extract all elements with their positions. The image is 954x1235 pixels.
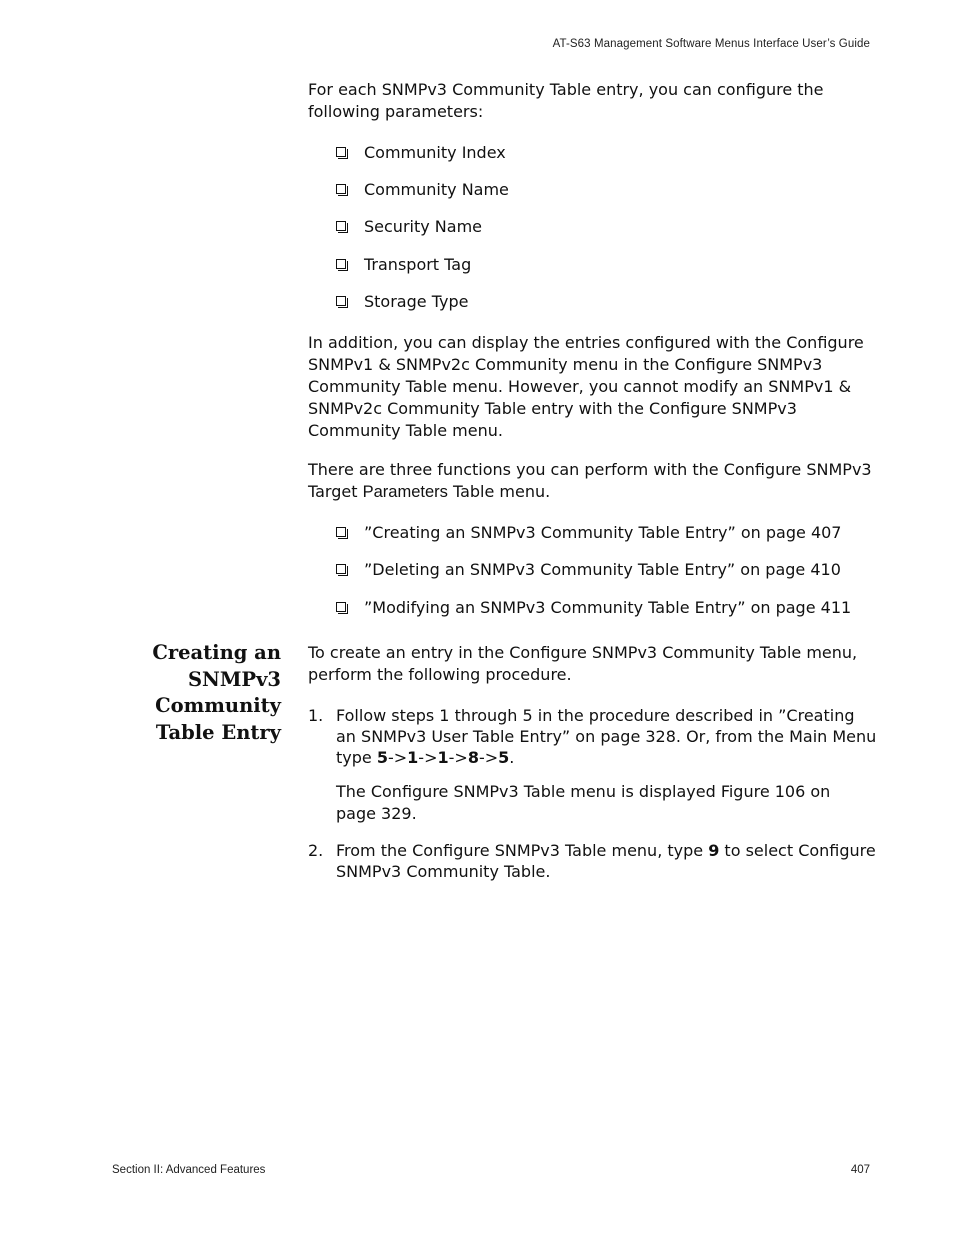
step-text-part: Follow steps 1 through 5 in the procedure described in ”Creating an SNMPv3 User Table Entry” on page 328. Or, from the Main Menu type: [336, 706, 877, 767]
checkbox-bullet-icon: [336, 296, 346, 306]
addition-text: In addition, you can display the entries configured with the Configure SNMPv1 & SNMPv2c Community menu in the Configure SNMPv3 Community Table menu. However, you cannot modify an SNMPv1 & SNMPv2c Community Table entry with the Configure SNMPv3 Community Table menu.: [308, 333, 864, 440]
step-text: [336, 705, 878, 768]
section-intro-paragraph: [308, 642, 878, 686]
list-item: [336, 216, 509, 238]
checkbox-bullet-icon: [336, 527, 346, 537]
list-item-label: Community Index: [364, 143, 506, 162]
checkbox-bullet-icon: [336, 259, 346, 269]
parameter-list: [336, 142, 509, 313]
list-item: [336, 179, 509, 201]
intro-text: For each SNMPv3 Community Table entry, you can configure the following parameters:: [308, 80, 824, 121]
function-link[interactable]: ”Creating an SNMPv3 Community Table Entry” on page 407: [364, 523, 842, 542]
list-item-label: Security Name: [364, 217, 482, 236]
menu-arrow: ->: [478, 748, 499, 767]
addition-paragraph: [308, 332, 878, 442]
list-item-label: Storage Type: [364, 292, 469, 311]
step-text-part: From the Configure SNMPv3 Table menu, type: [336, 841, 709, 860]
step-text: [336, 840, 878, 882]
functions-intro-part: Table menu.: [447, 482, 551, 501]
menu-key: 5: [498, 748, 510, 767]
section-heading-line: SNMPv3: [187, 667, 281, 691]
menu-key: 1: [437, 748, 449, 767]
list-item-label: Community Name: [364, 180, 509, 199]
step-text-part: to select Configure SNMPv3 Community Table.: [336, 841, 876, 881]
functions-intro-part: Parameters: [362, 483, 448, 501]
functions-intro-text: [308, 459, 878, 503]
procedure-steps: [308, 705, 878, 882]
section-heading-line: Table Entry: [155, 720, 281, 744]
menu-key: 1: [407, 748, 419, 767]
menu-arrow: ->: [387, 748, 408, 767]
section-heading-line: Community: [155, 694, 281, 717]
list-item: [336, 597, 851, 619]
menu-key: 5: [376, 748, 388, 767]
section-heading: [101, 640, 281, 746]
page-number: 407: [850, 1164, 870, 1176]
list-item-label: Transport Tag: [364, 255, 472, 274]
section-heading-line: Creating an: [152, 641, 281, 664]
list-item: [336, 522, 851, 544]
procedure-step: [308, 705, 878, 825]
functions-intro-paragraph: [308, 459, 878, 503]
functions-intro-part: There are three functions you can perform with the Configure SNMPv3 Target: [308, 460, 872, 501]
menu-arrow: ->: [448, 748, 468, 767]
footer-section: Section II: Advanced Features: [112, 1164, 266, 1176]
step-note: The Configure SNMPv3 Table menu is displayed Figure 106 on page 329.: [336, 782, 831, 823]
step-number: 1.: [308, 706, 324, 725]
menu-key: 8: [467, 748, 479, 767]
function-link[interactable]: ”Modifying an SNMPv3 Community Table Entry” on page 411: [364, 598, 852, 617]
function-list: [336, 522, 851, 619]
list-item: [336, 559, 851, 581]
intro-paragraph: [308, 79, 878, 123]
checkbox-bullet-icon: [336, 147, 346, 157]
function-link[interactable]: ”Deleting an SNMPv3 Community Table Entry” on page 410: [364, 560, 841, 579]
section-intro-text: To create an entry in the Configure SNMPv3 Community Table menu, perform the following procedure.: [308, 643, 858, 684]
step-text-part: .: [509, 748, 515, 767]
menu-key: 9: [708, 841, 720, 860]
procedure-step: [308, 840, 878, 882]
list-item: [336, 291, 509, 313]
checkbox-bullet-icon: [336, 184, 346, 194]
menu-arrow: ->: [418, 748, 438, 767]
list-item: [336, 254, 509, 276]
step-number: 2.: [308, 841, 324, 860]
checkbox-bullet-icon: [336, 602, 346, 612]
checkbox-bullet-icon: [336, 564, 346, 574]
running-header: AT-S63 Management Software Menus Interface User’s Guide: [552, 38, 870, 50]
list-item: [336, 142, 509, 164]
checkbox-bullet-icon: [336, 221, 346, 231]
